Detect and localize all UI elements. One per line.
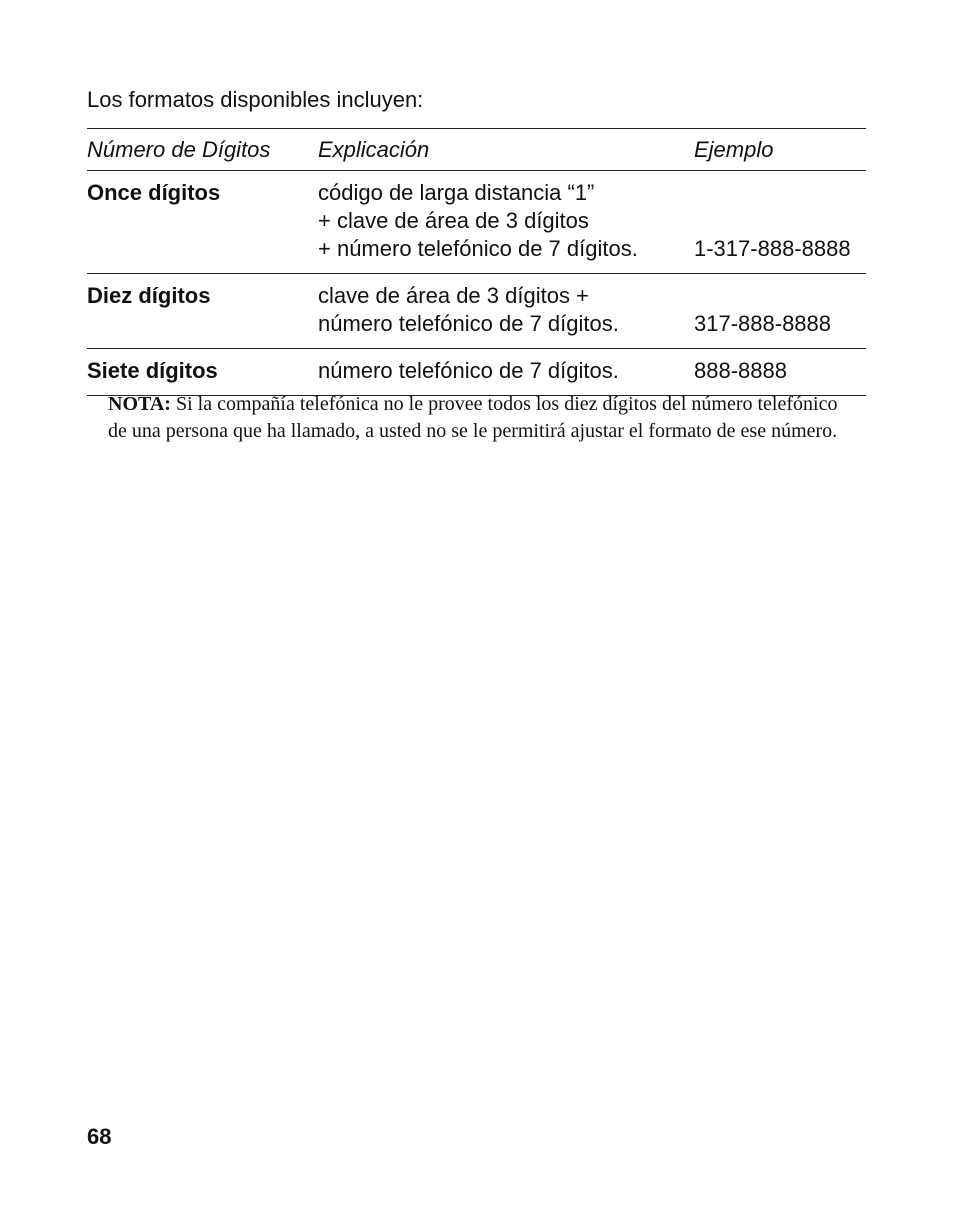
row-example: 888-8888	[694, 358, 787, 383]
row-explanation	[318, 274, 694, 349]
row-label: Diez dígitos	[87, 283, 211, 308]
explanation-line: + clave de área de 3 dígitos	[318, 208, 589, 233]
row-explanation	[318, 171, 694, 274]
table-row	[87, 171, 866, 274]
table-header-row	[87, 129, 866, 171]
explanation-line: + número telefónico de 7 dígitos.	[318, 236, 638, 261]
note-text: Si la compañía telefónica no le provee todos los diez dígitos del número telefónico de una persona que ha llamado, a usted no se le permitirá ajustar el formato de ese número.	[108, 393, 838, 442]
header-explanation: Explicación	[318, 136, 430, 162]
table-row	[87, 349, 866, 396]
row-example: 1-317-888-8888	[694, 236, 851, 261]
header-example: Ejemplo	[694, 136, 774, 162]
explanation-line: código de larga distancia “1”	[318, 180, 595, 205]
note-paragraph	[108, 391, 848, 445]
formats-table	[87, 128, 866, 396]
table-row	[87, 274, 866, 349]
intro-text: Los formatos disponibles incluyen:	[87, 87, 424, 112]
row-label: Once dígitos	[87, 180, 221, 205]
explanation-line: número telefónico de 7 dígitos.	[318, 358, 619, 383]
row-example: 317-888-8888	[694, 311, 832, 336]
explanation-line: clave de área de 3 dígitos +	[318, 283, 589, 308]
row-label: Siete dígitos	[87, 358, 218, 383]
explanation-line: número telefónico de 7 dígitos.	[318, 311, 619, 336]
header-digits: Número de Dígitos	[87, 136, 271, 162]
page-number: 68	[87, 1124, 112, 1149]
note-label: NOTA:	[108, 393, 171, 415]
row-explanation	[318, 349, 694, 396]
